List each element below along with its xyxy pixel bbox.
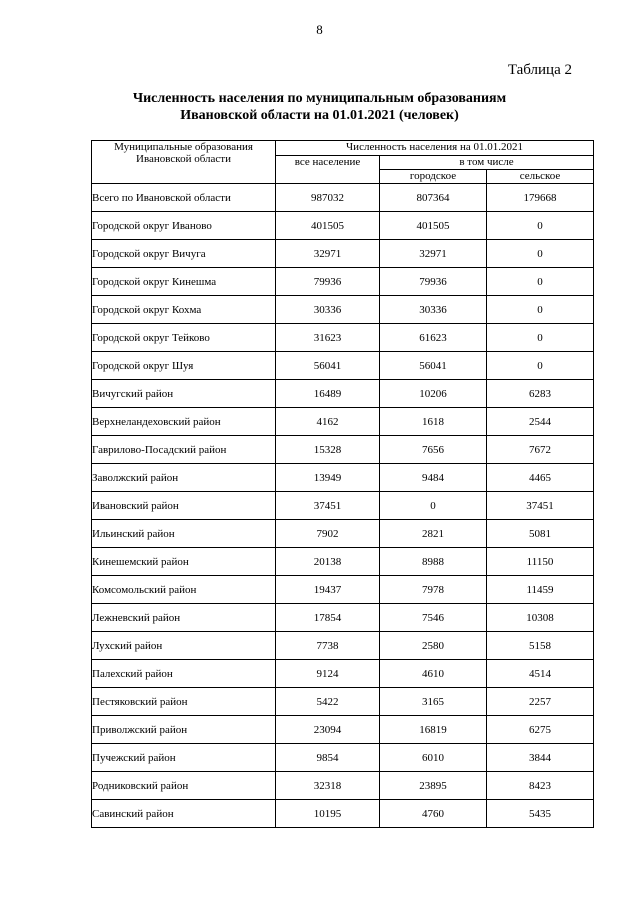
cell-rural: 0 [487, 240, 594, 268]
cell-total: 17854 [276, 604, 380, 632]
table-row [92, 660, 594, 688]
table-row [92, 576, 594, 604]
cell-rural: 6283 [487, 380, 594, 408]
table-row [92, 352, 594, 380]
header-population-on: Численность населения на 01.01.2021 [276, 141, 594, 156]
cell-municipality: Городской округ Кохма [92, 296, 276, 324]
table-row [92, 688, 594, 716]
cell-rural: 11150 [487, 548, 594, 576]
cell-total: 31623 [276, 324, 380, 352]
cell-total: 7902 [276, 520, 380, 548]
title-line-2: Ивановской области на 01.01.2021 (человек) [180, 108, 459, 123]
table-row [92, 464, 594, 492]
cell-urban: 7978 [380, 576, 487, 604]
cell-municipality: Пестяковский район [92, 688, 276, 716]
header-rural: сельское [487, 170, 594, 184]
cell-total: 5422 [276, 688, 380, 716]
cell-urban: 2821 [380, 520, 487, 548]
cell-rural: 3844 [487, 744, 594, 772]
cell-urban: 0 [380, 492, 487, 520]
cell-rural: 179668 [487, 184, 594, 212]
cell-total: 10195 [276, 800, 380, 828]
table-row [92, 548, 594, 576]
cell-municipality: Родниковский район [92, 772, 276, 800]
page-number: 8 [316, 22, 323, 37]
table-row [92, 800, 594, 828]
cell-urban: 30336 [380, 296, 487, 324]
cell-rural: 0 [487, 352, 594, 380]
table-row [92, 520, 594, 548]
cell-rural: 11459 [487, 576, 594, 604]
table-row [92, 632, 594, 660]
cell-municipality: Палехский район [92, 660, 276, 688]
cell-urban: 56041 [380, 352, 487, 380]
table-label: Таблица 2 [507, 62, 572, 78]
cell-municipality: Городской округ Шуя [92, 352, 276, 380]
cell-rural: 4465 [487, 464, 594, 492]
cell-rural: 37451 [487, 492, 594, 520]
table-row [92, 744, 594, 772]
population-table [91, 140, 594, 828]
cell-municipality: Лежневский район [92, 604, 276, 632]
cell-total: 9124 [276, 660, 380, 688]
cell-urban: 61623 [380, 324, 487, 352]
cell-total: 79936 [276, 268, 380, 296]
cell-urban: 6010 [380, 744, 487, 772]
cell-urban: 9484 [380, 464, 487, 492]
cell-total: 30336 [276, 296, 380, 324]
cell-municipality: Верхнеландеховский район [92, 408, 276, 436]
cell-total: 4162 [276, 408, 380, 436]
cell-rural: 0 [487, 212, 594, 240]
cell-urban: 3165 [380, 688, 487, 716]
page-title [0, 90, 639, 124]
cell-rural: 2257 [487, 688, 594, 716]
cell-rural: 0 [487, 324, 594, 352]
table-row [92, 716, 594, 744]
cell-municipality: Приволжский район [92, 716, 276, 744]
cell-municipality: Городской округ Вичуга [92, 240, 276, 268]
cell-rural: 4514 [487, 660, 594, 688]
cell-municipality: Ивановский район [92, 492, 276, 520]
header-municipal: Муниципальные образования Ивановской области [92, 141, 276, 184]
table-row [92, 268, 594, 296]
cell-municipality: Лухский район [92, 632, 276, 660]
cell-total: 56041 [276, 352, 380, 380]
table-body [92, 184, 594, 828]
cell-rural: 0 [487, 296, 594, 324]
cell-total: 16489 [276, 380, 380, 408]
cell-urban: 16819 [380, 716, 487, 744]
cell-urban: 401505 [380, 212, 487, 240]
cell-urban: 7656 [380, 436, 487, 464]
cell-urban: 4610 [380, 660, 487, 688]
table-row [92, 436, 594, 464]
cell-municipality: Вичугский район [92, 380, 276, 408]
table-row [92, 212, 594, 240]
header-total: все население [276, 156, 380, 184]
cell-total: 7738 [276, 632, 380, 660]
cell-municipality: Гаврилово-Посадский район [92, 436, 276, 464]
table-row [92, 408, 594, 436]
cell-rural: 10308 [487, 604, 594, 632]
cell-municipality: Городской округ Иваново [92, 212, 276, 240]
table-row [92, 772, 594, 800]
cell-municipality: Савинский район [92, 800, 276, 828]
cell-urban: 8988 [380, 548, 487, 576]
table-row [92, 184, 594, 212]
header-urban: городское [380, 170, 487, 184]
table-row [92, 380, 594, 408]
cell-urban: 807364 [380, 184, 487, 212]
cell-municipality: Всего по Ивановской области [92, 184, 276, 212]
table-row [92, 296, 594, 324]
cell-total: 23094 [276, 716, 380, 744]
cell-municipality: Пучежский район [92, 744, 276, 772]
table-row [92, 240, 594, 268]
cell-total: 13949 [276, 464, 380, 492]
cell-municipality: Городской округ Тейково [92, 324, 276, 352]
cell-rural: 5158 [487, 632, 594, 660]
title-line-1: Численность населения по муниципальным образованиям [132, 91, 507, 106]
cell-urban: 32971 [380, 240, 487, 268]
cell-urban: 1618 [380, 408, 487, 436]
cell-rural: 5435 [487, 800, 594, 828]
cell-rural: 5081 [487, 520, 594, 548]
cell-urban: 23895 [380, 772, 487, 800]
table-row [92, 324, 594, 352]
cell-municipality: Комсомольский район [92, 576, 276, 604]
cell-urban: 7546 [380, 604, 487, 632]
cell-municipality: Городской округ Кинешма [92, 268, 276, 296]
cell-urban: 10206 [380, 380, 487, 408]
table-row [92, 492, 594, 520]
table-row [92, 604, 594, 632]
cell-rural: 7672 [487, 436, 594, 464]
cell-total: 987032 [276, 184, 380, 212]
cell-rural: 2544 [487, 408, 594, 436]
cell-total: 19437 [276, 576, 380, 604]
cell-total: 32318 [276, 772, 380, 800]
cell-urban: 2580 [380, 632, 487, 660]
cell-total: 9854 [276, 744, 380, 772]
cell-rural: 6275 [487, 716, 594, 744]
cell-municipality: Ильинский район [92, 520, 276, 548]
cell-total: 37451 [276, 492, 380, 520]
cell-rural: 0 [487, 268, 594, 296]
cell-rural: 8423 [487, 772, 594, 800]
cell-total: 401505 [276, 212, 380, 240]
cell-municipality: Заволжский район [92, 464, 276, 492]
cell-urban: 4760 [380, 800, 487, 828]
cell-municipality: Кинешемский район [92, 548, 276, 576]
cell-total: 15328 [276, 436, 380, 464]
cell-total: 20138 [276, 548, 380, 576]
cell-urban: 79936 [380, 268, 487, 296]
cell-total: 32971 [276, 240, 380, 268]
header-including: в том числе [380, 156, 594, 170]
